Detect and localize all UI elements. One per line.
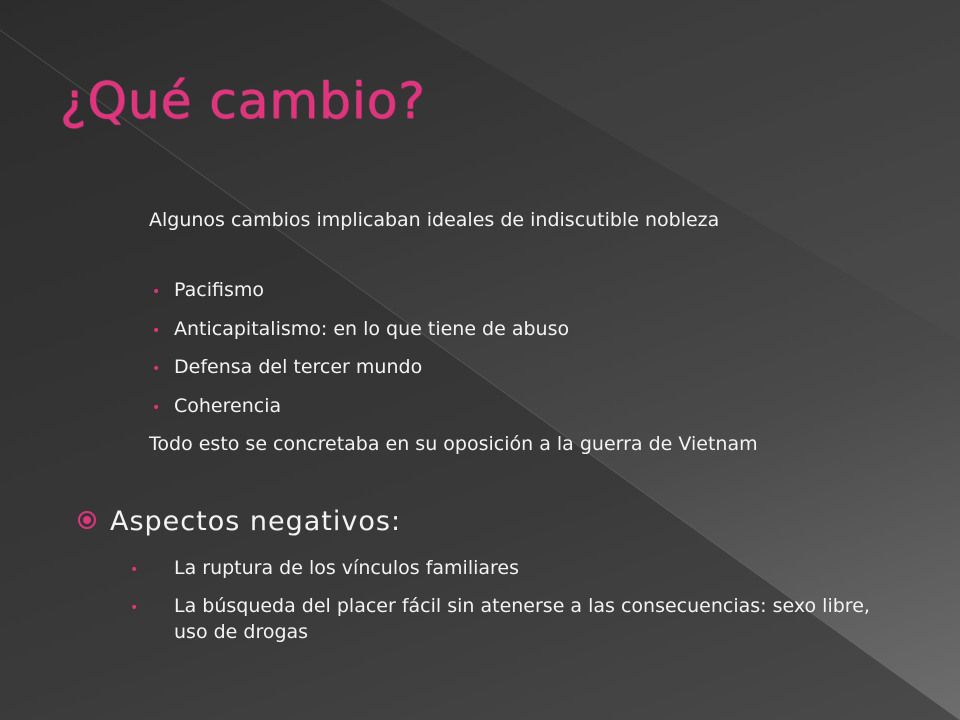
- negative-item: [130, 594, 874, 644]
- small-dot-bullet-icon: •: [152, 284, 161, 300]
- bullet-item: [152, 355, 872, 381]
- bullet-item: [152, 394, 872, 420]
- small-dot-bullet-icon: •: [130, 562, 139, 578]
- negative-item: [130, 556, 874, 582]
- negative-item-label: La ruptura de los vínculos familiares: [174, 557, 519, 579]
- ring-bullet-icon: [78, 511, 96, 529]
- bullet-item-label: Defensa del tercer mundo: [174, 356, 423, 378]
- bullet-item-label: Coherencia: [174, 395, 282, 417]
- intro-paragraph: Algunos cambios implicaban ideales de indiscutible nobleza: [149, 209, 720, 231]
- small-dot-bullet-icon: •: [152, 361, 161, 377]
- slide-title: ¿Qué cambio?: [60, 72, 426, 130]
- bullet-item-label: Anticapitalismo: en lo que tiene de abuso: [174, 318, 570, 340]
- conclusion-paragraph: Todo esto se concretaba en su oposición a la guerra de Vietnam: [149, 433, 758, 455]
- small-dot-bullet-icon: •: [152, 323, 161, 339]
- negative-aspects-heading-label: Aspectos negativos:: [110, 506, 402, 537]
- bullet-item: [152, 317, 872, 343]
- bullet-item: [152, 278, 872, 304]
- bullet-item-label: Pacifismo: [174, 279, 264, 301]
- negative-item-label: La búsqueda del placer fácil sin atenerse a las consecuencias: sexo libre, uso de drogas: [174, 595, 870, 643]
- small-dot-bullet-icon: •: [130, 600, 139, 616]
- negative-aspects-heading: [78, 506, 401, 537]
- small-dot-bullet-icon: •: [152, 400, 161, 416]
